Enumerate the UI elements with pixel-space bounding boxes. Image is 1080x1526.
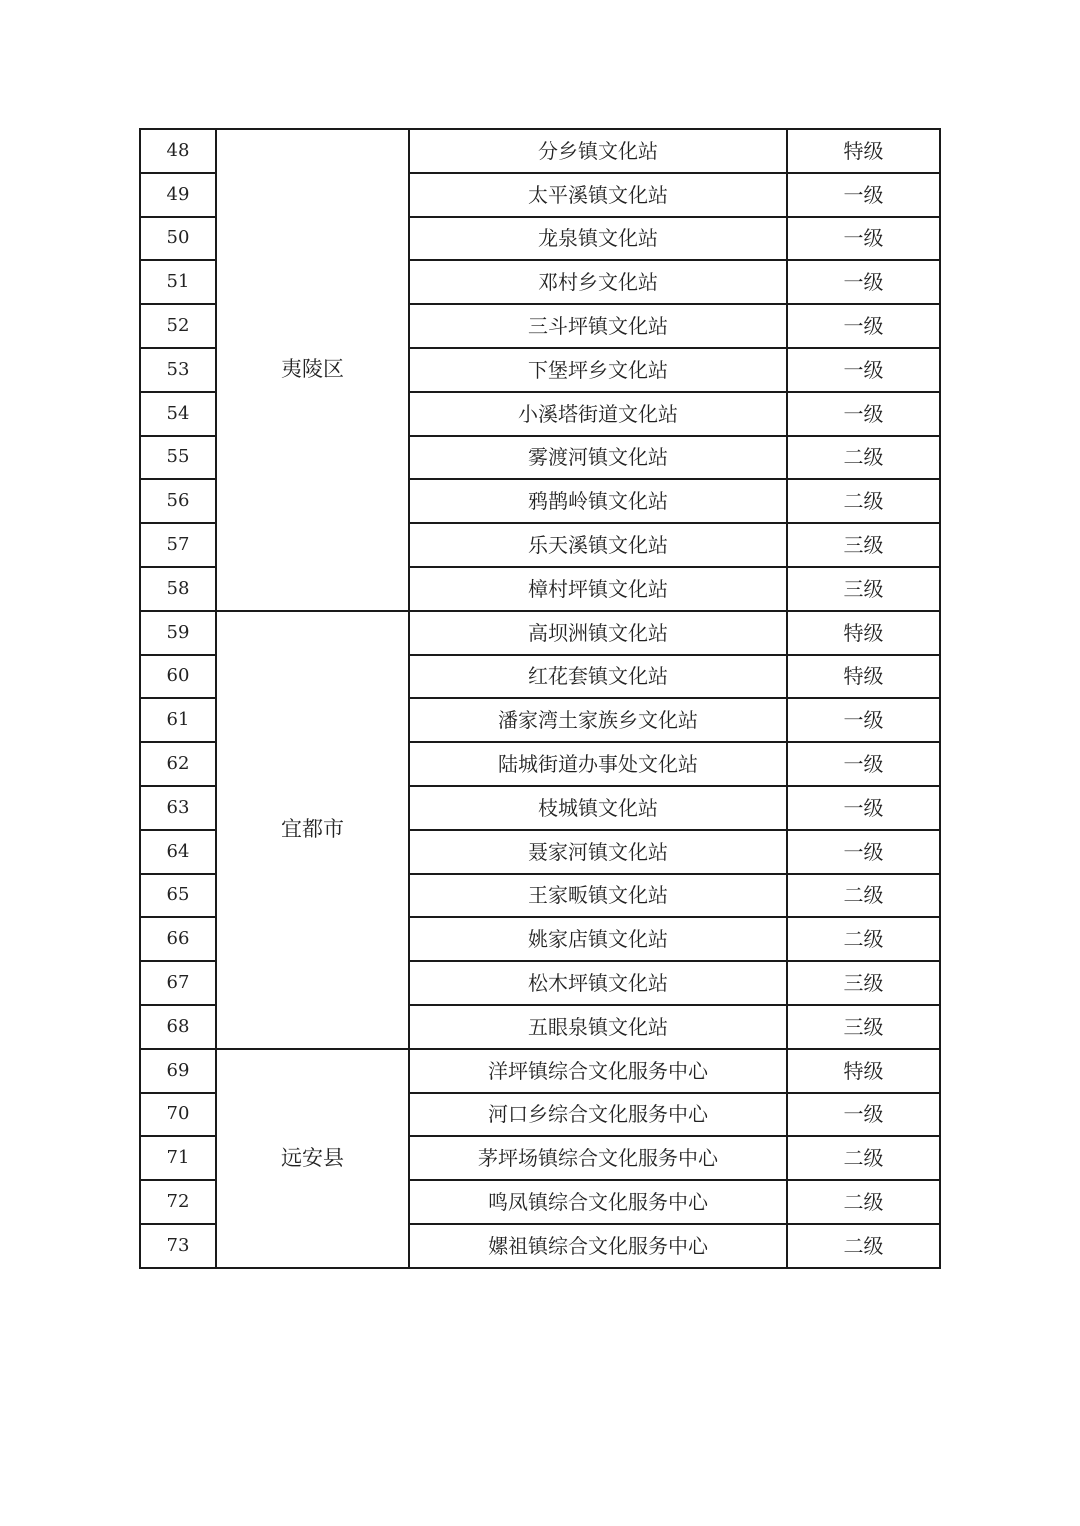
level-cell: 一级 [787, 217, 940, 261]
station-name-cell: 陆城街道办事处文化站 [409, 742, 787, 786]
row-number-cell: 59 [140, 611, 216, 655]
level-cell: 一级 [787, 698, 940, 742]
row-number-cell: 72 [140, 1180, 216, 1224]
level-cell: 二级 [787, 1180, 940, 1224]
level-cell: 三级 [787, 567, 940, 611]
station-name-cell: 潘家湾土家族乡文化站 [409, 698, 787, 742]
station-name-cell: 乐天溪镇文化站 [409, 523, 787, 567]
station-name-cell: 三斗坪镇文化站 [409, 304, 787, 348]
level-cell: 一级 [787, 173, 940, 217]
row-number-cell: 73 [140, 1224, 216, 1268]
row-number-cell: 57 [140, 523, 216, 567]
level-cell: 特级 [787, 1049, 940, 1093]
level-cell: 一级 [787, 1093, 940, 1137]
level-cell: 一级 [787, 830, 940, 874]
row-number-cell: 70 [140, 1093, 216, 1137]
station-name-cell: 茅坪场镇综合文化服务中心 [409, 1136, 787, 1180]
station-name-cell: 鸦鹊岭镇文化站 [409, 479, 787, 523]
station-name-cell: 下堡坪乡文化站 [409, 348, 787, 392]
row-number-cell: 49 [140, 173, 216, 217]
row-number-cell: 60 [140, 655, 216, 699]
table-row [140, 129, 940, 173]
station-name-cell: 洋坪镇综合文化服务中心 [409, 1049, 787, 1093]
station-name-cell: 红花套镇文化站 [409, 655, 787, 699]
level-cell: 二级 [787, 874, 940, 918]
culture-station-table [139, 128, 941, 1269]
station-name-cell: 姚家店镇文化站 [409, 917, 787, 961]
row-number-cell: 71 [140, 1136, 216, 1180]
row-number-cell: 52 [140, 304, 216, 348]
level-cell: 三级 [787, 1005, 940, 1049]
station-name-cell: 河口乡综合文化服务中心 [409, 1093, 787, 1137]
station-name-cell: 邓村乡文化站 [409, 260, 787, 304]
row-number-cell: 50 [140, 217, 216, 261]
table-row [140, 1049, 940, 1093]
table-body [140, 129, 940, 1268]
station-name-cell: 松木坪镇文化站 [409, 961, 787, 1005]
row-number-cell: 58 [140, 567, 216, 611]
station-name-cell: 枝城镇文化站 [409, 786, 787, 830]
station-name-cell: 太平溪镇文化站 [409, 173, 787, 217]
row-number-cell: 55 [140, 436, 216, 480]
level-cell: 三级 [787, 961, 940, 1005]
station-name-cell: 小溪塔街道文化站 [409, 392, 787, 436]
level-cell: 特级 [787, 129, 940, 173]
level-cell: 一级 [787, 786, 940, 830]
station-name-cell: 五眼泉镇文化站 [409, 1005, 787, 1049]
level-cell: 二级 [787, 917, 940, 961]
row-number-cell: 62 [140, 742, 216, 786]
station-name-cell: 龙泉镇文化站 [409, 217, 787, 261]
level-cell: 一级 [787, 304, 940, 348]
level-cell: 特级 [787, 655, 940, 699]
row-number-cell: 66 [140, 917, 216, 961]
table-row [140, 611, 940, 655]
level-cell: 一级 [787, 260, 940, 304]
row-number-cell: 48 [140, 129, 216, 173]
row-number-cell: 54 [140, 392, 216, 436]
level-cell: 一级 [787, 348, 940, 392]
row-number-cell: 53 [140, 348, 216, 392]
row-number-cell: 61 [140, 698, 216, 742]
station-name-cell: 聂家河镇文化站 [409, 830, 787, 874]
station-name-cell: 樟村坪镇文化站 [409, 567, 787, 611]
level-cell: 特级 [787, 611, 940, 655]
level-cell: 一级 [787, 392, 940, 436]
station-name-cell: 王家畈镇文化站 [409, 874, 787, 918]
level-cell: 二级 [787, 436, 940, 480]
level-cell: 一级 [787, 742, 940, 786]
district-cell: 远安县 [216, 1049, 409, 1268]
level-cell: 二级 [787, 1224, 940, 1268]
row-number-cell: 63 [140, 786, 216, 830]
row-number-cell: 68 [140, 1005, 216, 1049]
district-cell: 宜都市 [216, 611, 409, 1049]
station-name-cell: 分乡镇文化站 [409, 129, 787, 173]
station-name-cell: 高坝洲镇文化站 [409, 611, 787, 655]
station-name-cell: 嫘祖镇综合文化服务中心 [409, 1224, 787, 1268]
row-number-cell: 64 [140, 830, 216, 874]
district-cell: 夷陵区 [216, 129, 409, 611]
station-name-cell: 雾渡河镇文化站 [409, 436, 787, 480]
level-cell: 三级 [787, 523, 940, 567]
station-name-cell: 鸣凤镇综合文化服务中心 [409, 1180, 787, 1224]
level-cell: 二级 [787, 479, 940, 523]
row-number-cell: 69 [140, 1049, 216, 1093]
row-number-cell: 51 [140, 260, 216, 304]
row-number-cell: 67 [140, 961, 216, 1005]
level-cell: 二级 [787, 1136, 940, 1180]
row-number-cell: 56 [140, 479, 216, 523]
row-number-cell: 65 [140, 874, 216, 918]
